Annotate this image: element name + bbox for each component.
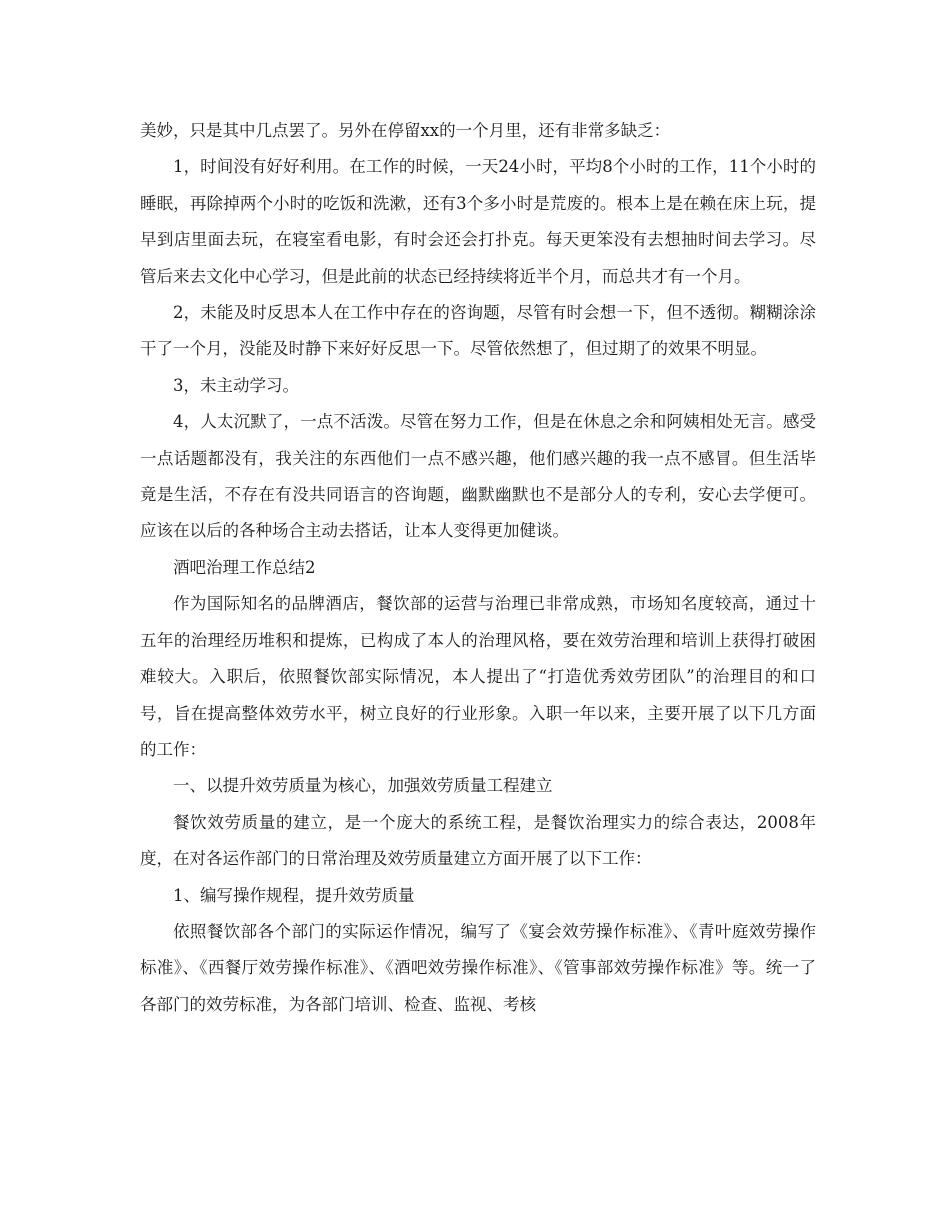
subsection-heading: 一、以提升效劳质量为核心，加强效劳质量工程建立 [173,776,553,796]
paragraph-item-4: 4，人太沉默了，一点不活泼。尽管在努力工作，但是在休息之余和阿姨相处无言。感受一点话题都没有，我关注的东西他们一点不感兴趣，他们感兴趣的我一点不感冒。但生活毕竟是生活，不存在有没共同语言的咨询题，幽默幽默也不是部分人的专利，安心去学便可。应该在以后的各种场合主动去搭话，让本人变得更加健谈。 [140,412,816,541]
paragraph-item-3: 3，未主动学习。 [173,375,299,395]
paragraph-quality: 餐饮效劳质量的建立，是一个庞大的系统工程，是餐饮治理实力的综合表达，2008年度，在对各运作部门的日常治理及效劳质量建立方面开展了以下工作： [140,812,816,869]
paragraph-item-2: 2，未能及时反思本人在工作中存在的咨询题，尽管有时会想一下，但不透彻。糊糊涂涂干了一个月，没能及时静下来好好反思一下。尽管依然想了，但过期了的效果不明显。 [140,303,816,359]
paragraph-item-1: 1，时间没有好好利用。在工作的时候，一天24小时，平均8个小时的工作，11个小时的睡眠，再除掉两个小时的吃饭和洗漱，还有3个多小时是荒废的。根本上是在赖在床上玩，提早到店里面去玩，在寝室看电影，有时会还会打扑克。每天更笨没有去想抽时间去学习。尽管后来去文化中心学习，但是此前的状态已经持续将近半个月，而总共才有一个月。 [140,157,816,286]
paragraph-intro: 作为国际知名的品牌酒店，餐饮部的运营与治理已非常成熟，市场知名度较高，通过十五年的治理经历堆积和提炼，已构成了本人的治理风格，要在效劳治理和培训上获得打破困难较大。入职后，依照餐饮部实际情况，本人提出了“打造优秀效劳团队”的治理目的和口号，旨在提高整体效劳水平，树立良好的行业形象。入职一年以来，主要开展了以下几方面的工作： [140,594,816,759]
document-body [140,113,816,1023]
subsection-heading-2: 1、编写操作规程，提升效劳质量 [173,885,415,905]
paragraph-continuation: 美妙，只是其中几点罢了。另外在停留xx的一个月里，还有非常多缺乏： [140,121,671,140]
section-heading: 酒吧治理工作总结2 [173,557,316,577]
paragraph-standards: 依照餐饮部各个部门的实际运作情况，编写了《宴会效劳操作标准》、《青叶庭效劳操作标准》、《西餐厅效劳操作标准》、《酒吧效劳操作标准》、《管事部效劳操作标准》等。统一了各部门的效劳标准，为各部门培训、检查、监视、考核 [140,921,816,1014]
